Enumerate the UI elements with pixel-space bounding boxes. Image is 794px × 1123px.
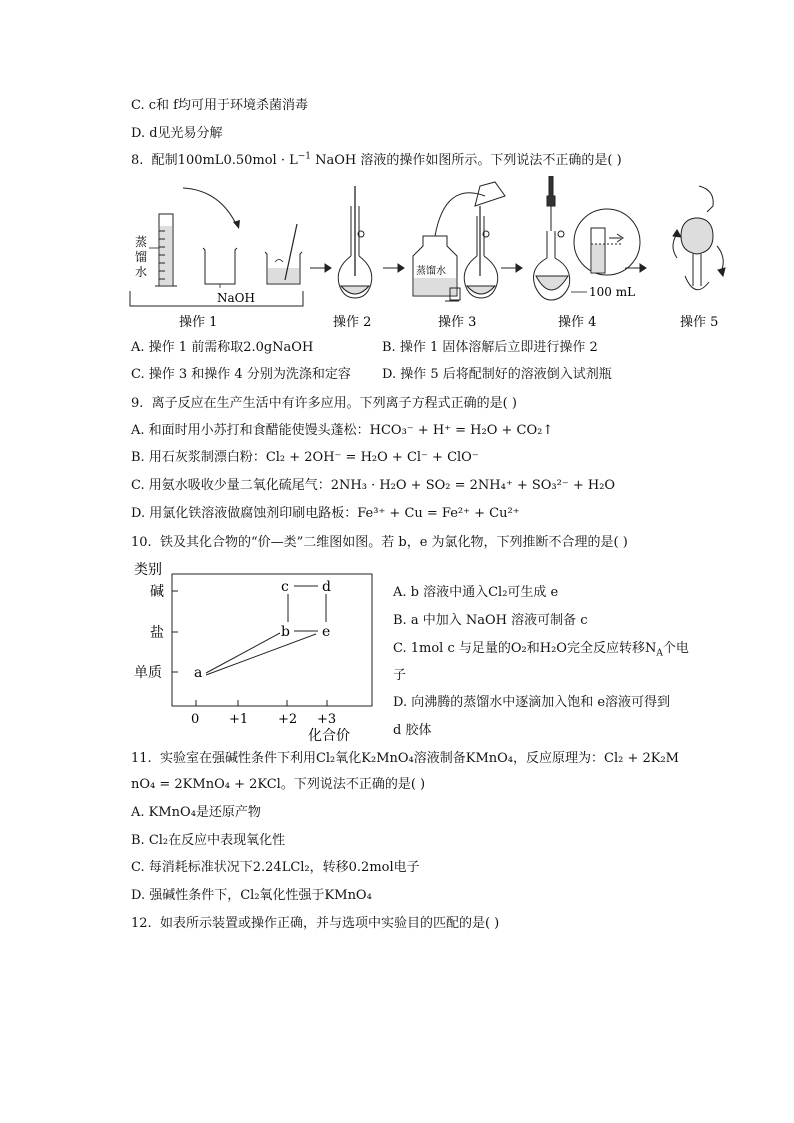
- fig-water-label-1: 蒸: [135, 235, 148, 249]
- fig-volume-label: 100 mL: [589, 285, 636, 299]
- q11-number: 11.: [131, 751, 152, 766]
- q10-option-b: B. a 中加入 NaOH 溶液可制备 c: [393, 613, 588, 628]
- q8-stem-text-post: NaOH 溶液的操作如图所示。下列说法不正确的是( ): [311, 153, 622, 168]
- q11-option-a: A. KMnO₄是还原产物: [131, 805, 261, 820]
- q10-option-a: A. b 溶液中通入Cl₂可生成 e: [393, 585, 559, 600]
- q9-number: 9.: [131, 396, 144, 411]
- chart-lines: [206, 586, 326, 675]
- fig-water-label-2: 馏: [135, 250, 148, 264]
- q11-stem-text: 实验室在强碱性条件下利用Cl₂氧化K₂MnO₄溶液制备KMnO₄，反应原理为：Cl₂ + 2K₂M: [159, 751, 679, 766]
- chart-ytick-salt: 盐: [150, 625, 164, 641]
- chart-xtick-1: +1: [229, 712, 249, 727]
- beaker-icon: [203, 248, 237, 284]
- op-label-3: 操作 3: [438, 315, 477, 330]
- op3-flask-icon: [464, 182, 505, 298]
- op-label-5: 操作 5: [680, 315, 719, 330]
- chart-point-c: c: [281, 579, 289, 595]
- op-label-4: 操作 4: [558, 315, 597, 330]
- fig-water-label-3: 水: [135, 265, 148, 279]
- q11-option-c: C. 每消耗标准状况下2.24LCl₂，转移0.2mol电子: [131, 860, 420, 875]
- q10-valence-class-chart: [130, 558, 382, 746]
- q10-option-d-wrap: d 胶体: [393, 723, 432, 738]
- dropper-flask-icon: [534, 176, 570, 300]
- wash-bottle-icon: [413, 193, 485, 301]
- pour-arrow-icon: [183, 188, 237, 226]
- magnifier-circle-icon: [574, 209, 640, 275]
- graduated-cylinder-icon: [155, 214, 177, 286]
- q11-stem-wrap: nO₄ = 2KMnO₄ + 2KCl。下列说法不正确的是( ): [131, 777, 426, 792]
- q10-option-c-tail: 个电: [662, 641, 689, 656]
- stirring-beaker-icon: [265, 224, 302, 284]
- chart-ytick-element: 单质: [134, 665, 162, 681]
- q10-option-c-wrap: 子: [393, 668, 407, 683]
- q12-number: 12.: [131, 916, 152, 931]
- q10-option-d: D. 向沸腾的蒸馏水中逐滴加入饱和 e溶液可得到: [393, 695, 671, 710]
- q8-option-c: C. 操作 3 和操作 4 分别为洗涤和定容: [131, 367, 351, 382]
- chart-ytick-base: 碱: [150, 584, 164, 600]
- q8-number: 8.: [131, 153, 144, 168]
- q11-option-d: D. 强碱性条件下，Cl₂氧化性强于KMnO₄: [131, 888, 372, 903]
- q10-option-c-text: C. 1mol c 与足量的O₂和H₂O完全反应转移N: [393, 641, 657, 656]
- inverting-flask-icon: [673, 186, 725, 290]
- q8-procedure-figure: [125, 176, 745, 336]
- q10-option-c: [393, 639, 689, 659]
- op-label-1: 操作 1: [179, 315, 218, 330]
- q8-stem-sup: −1: [297, 151, 312, 162]
- chart-xtick-2: +2: [278, 712, 298, 727]
- q9-stem-text: 离子反应在生产生活中有许多应用。下列离子方程式正确的是( ): [151, 396, 517, 411]
- q10-stem-text: 铁及其化合物的“价—类”二维图如图。若 b，e 为氯化物，下列推断不合理的是( ): [159, 535, 628, 550]
- q10-number: 10.: [131, 535, 152, 550]
- q11-stem: [131, 749, 679, 769]
- chart-xtick-3: +3: [317, 712, 337, 727]
- fig-naoh-label: NaOH: [217, 291, 255, 305]
- q9-option-b: B. 用石灰浆制漂白粉：Cl₂ + 2OH⁻ = H₂O + Cl⁻ + ClO⁻: [131, 450, 479, 465]
- chart-xlabel: 化合价: [308, 728, 350, 744]
- chart-point-d: d: [322, 579, 331, 595]
- q8-option-b: B. 操作 1 固体溶解后立即进行操作 2: [382, 340, 598, 355]
- volumetric-flask-icon: [338, 186, 372, 298]
- q9-option-c: C. 用氨水吸收少量二氧化硫尾气：2NH₃ · H₂O + SO₂ = 2NH₄⁺ + SO₃²⁻ + H₂O: [131, 478, 616, 493]
- q7-option-d: D. d见光易分解: [131, 126, 223, 141]
- fig-wash-bottle-label: 蒸馏水: [416, 266, 446, 277]
- q9-option-d: D. 用氯化铁溶液做腐蚀剂印刷电路板：Fe³⁺ + Cu = Fe²⁺ + Cu²⁺: [131, 506, 520, 521]
- chart-point-a: a: [194, 665, 203, 681]
- q8-stem-text-pre: 配制100mL0.50mol · L: [151, 153, 298, 168]
- op-label-2: 操作 2: [333, 315, 372, 330]
- q9-option-a: A. 和面时用小苏打和食醋能使馒头蓬松：HCO₃⁻ + H⁺ = H₂O + CO₂↑: [131, 423, 554, 438]
- chart-ylabel: 类别: [134, 562, 162, 578]
- q7-option-c: C. c和 f均可用于环境杀菌消毒: [131, 98, 308, 113]
- chart-point-b: b: [281, 624, 290, 640]
- q10-option-c-sub: A: [656, 648, 663, 659]
- q8-stem: [131, 151, 622, 171]
- q11-option-b: B. Cl₂在反应中表现氧化性: [131, 833, 286, 848]
- q12-stem: [131, 914, 499, 934]
- q8-option-a: A. 操作 1 前需称取2.0gNaOH: [131, 340, 314, 355]
- q9-stem: [131, 394, 517, 414]
- q8-option-d: D. 操作 5 后将配制好的溶液倒入试剂瓶: [382, 367, 612, 382]
- q10-stem: [131, 533, 628, 553]
- q12-stem-text: 如表所示装置或操作正确，并与选项中实验目的匹配的是( ): [159, 916, 500, 931]
- chart-point-e: e: [322, 624, 331, 640]
- chart-xtick-0: 0: [191, 712, 200, 727]
